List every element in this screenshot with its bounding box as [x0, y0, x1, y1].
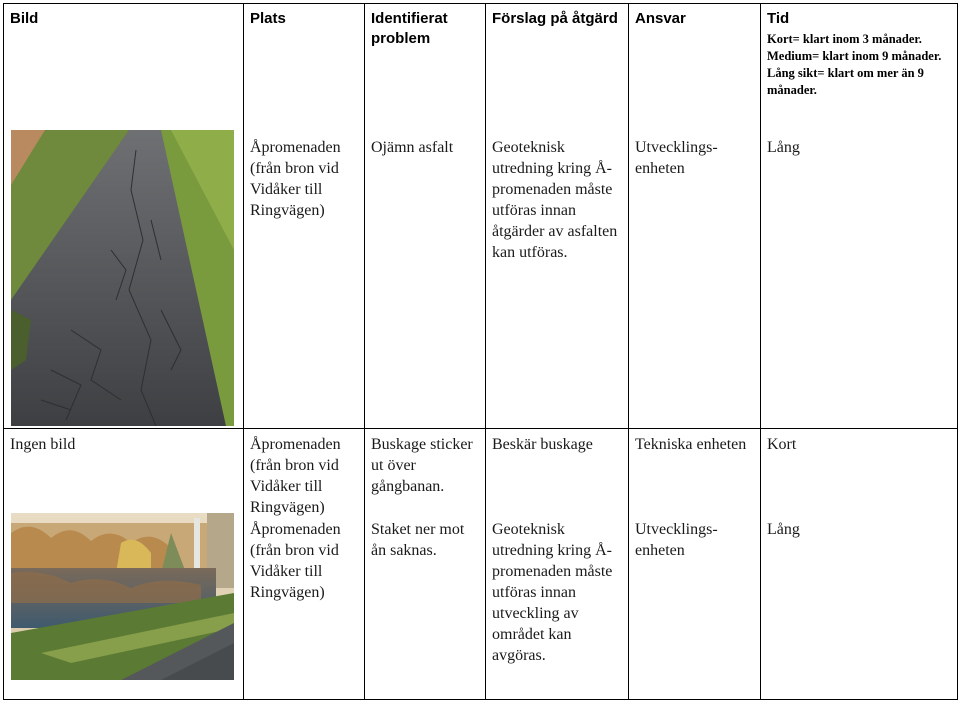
row-2-bild: Ingen bild	[10, 436, 76, 453]
header-tid-label: Tid	[767, 10, 790, 27]
row-2-tid: Kort	[767, 436, 797, 453]
row-2-atgard: Beskär buskage	[492, 436, 593, 453]
row-3-tid: Lång	[767, 521, 800, 538]
cracked-asphalt-path-photo	[11, 130, 234, 426]
row-3-plats: Åpromenaden (från bron vid Vidåker till Ringvägen)	[250, 521, 341, 601]
row-2-ansvar: Tekniska enheten	[635, 436, 747, 453]
tid-legend-medium: Medium= klart inom 9 månader.	[767, 49, 942, 63]
row-1-plats: Åpromenaden (från bron vid Vidåker till Ringvägen)	[250, 139, 341, 219]
tid-legend	[767, 31, 953, 99]
header-tid	[760, 3, 957, 99]
action-plan-table	[3, 3, 958, 700]
header-plats: Plats	[250, 10, 286, 27]
row-1-problem: Ojämn asfalt	[371, 139, 454, 156]
row-3-ansvar: Utvecklings-enheten	[635, 521, 718, 559]
row-1-atgard: Geoteknisk utredning kring Å-promenaden måste utföras innan åtgärder av asfalten kan utföras.	[492, 139, 618, 261]
row-3-problem: Staket ner mot ån saknas.	[371, 521, 465, 559]
row-1-tid: Lång	[767, 139, 800, 156]
river-bank-path-photo	[11, 513, 234, 680]
row-1-ansvar: Utvecklings-enheten	[635, 139, 718, 177]
header-atgard: Förslag på åtgärd	[492, 10, 618, 27]
header-ansvar: Ansvar	[635, 10, 686, 27]
row-2-plats: Åpromenaden (från bron vid Vidåker till Ringvägen)	[250, 436, 341, 516]
header-bild: Bild	[10, 10, 39, 27]
tid-legend-lang: Lång sikt= klart om mer än 9 månader.	[767, 66, 924, 97]
row-3-atgard: Geoteknisk utredning kring Å-promenaden måste utföras innan utveckling av området kan avgöras.	[492, 521, 613, 664]
header-problem: Identifierat problem	[371, 10, 448, 47]
row-2-problem: Buskage sticker ut över gångbanan.	[371, 436, 473, 495]
tid-legend-kort: Kort= klart inom 3 månader.	[767, 32, 922, 46]
